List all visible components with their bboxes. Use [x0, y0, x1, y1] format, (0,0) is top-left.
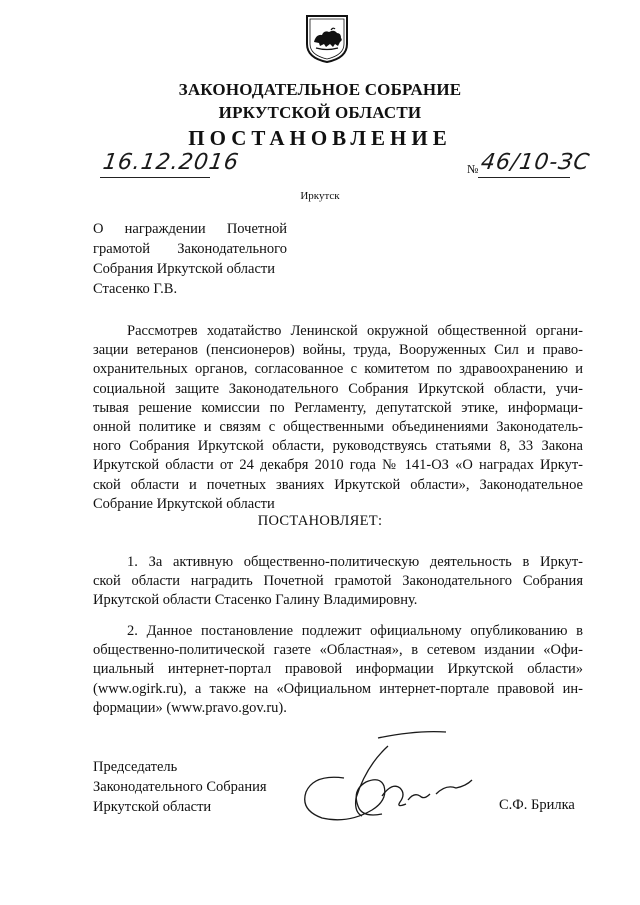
paragraph-line: формации» (www.pravo.gov.ru). [93, 699, 287, 716]
paragraph-line: 1. За активную общественно-политическую деятельность в Иркут- [127, 554, 583, 570]
document-date: 16.12.2016 [101, 150, 241, 175]
organization-name-line-1: ЗАКОНОДАТЕЛЬНОЕ СОБРАНИЕ [178, 80, 462, 99]
handwritten-signature [296, 726, 486, 836]
paragraph-line: (www.ogirk.ru), а также на «Официальном интернет-портале правовой ин- [93, 680, 583, 697]
paragraph-line: 2. Данное постановление подлежит официальному опубликованию в [127, 623, 583, 639]
subject-line: Собрания Иркутской области [93, 261, 275, 277]
paragraph-line: Рассмотрев ходатайство Ленинской окружной общественной органи- [127, 323, 583, 339]
paragraph-line: охранительных органов, согласованное с комитетом по здравоохранению и [93, 361, 583, 378]
paragraph-line: циальный интернет-портал правовой информации Иркутской области» [93, 661, 583, 678]
paragraph-line: Иркутской области от 24 декабря 2010 года № 141-ОЗ «О наградах Иркут- [93, 457, 583, 474]
paragraph-line: Иркутской области Стасенко Галину Владимировну. [93, 592, 418, 609]
signatory-title-line: Иркутской области [93, 799, 212, 815]
paragraph-line: общественно-политической газете «Областная», в сетевом издании «Офи- [93, 642, 583, 659]
resolves-heading: ПОСТАНОВЛЯЕТ: [257, 513, 383, 529]
subject-line: грамотой Законодательного [93, 241, 287, 257]
paragraph-line: социальной защите Законодательного Собрания Иркутской области, учи- [93, 380, 583, 397]
document-number: 46/10-ЗС [479, 150, 592, 175]
organization-name-line-2: ИРКУТСКОЙ ОБЛАСТИ [218, 103, 422, 122]
signatory-title-line: Законодательного Собрания [93, 779, 267, 795]
city-name: Иркутск [300, 190, 340, 202]
paragraph-line: тывая решение комиссии по Регламенту, депутатской этике, информаци- [93, 399, 583, 416]
document-subject [93, 219, 287, 299]
coat-of-arms-icon [304, 14, 350, 64]
preamble-paragraph [93, 322, 583, 514]
paragraph-line: ской области наградить Почетной грамотой Законодательного Собрания [93, 573, 583, 590]
paragraph-line: ного Собрания Иркутской области, руководствуясь статьями 8, 33 Закона [93, 438, 583, 455]
signatory-title [93, 757, 267, 817]
signatory-name: С.Ф. Брилка [499, 797, 575, 813]
resolution-item-2 [93, 622, 583, 718]
subject-line: Стасенко Г.В. [93, 281, 178, 297]
paragraph-line: Собрание Иркутской области [93, 495, 275, 512]
paragraph-line: онной политике и связям с общественными объединениями Законодатель- [93, 419, 583, 436]
number-underline [478, 177, 570, 178]
paragraph-line: ской области и почетных званиях Иркутской области», Законодательное [93, 476, 583, 493]
subject-line: О награждении Почетной [93, 221, 287, 237]
document-type-title: ПОСТАНОВЛЕНИЕ [188, 126, 452, 150]
paragraph-line: зации ветеранов (пенсионеров) войны, труда, Вооруженных Сил и право- [93, 342, 583, 359]
number-sign: № [467, 162, 479, 176]
date-underline [100, 177, 210, 178]
signatory-title-line: Председатель [93, 759, 178, 775]
resolution-item-1 [93, 553, 583, 611]
